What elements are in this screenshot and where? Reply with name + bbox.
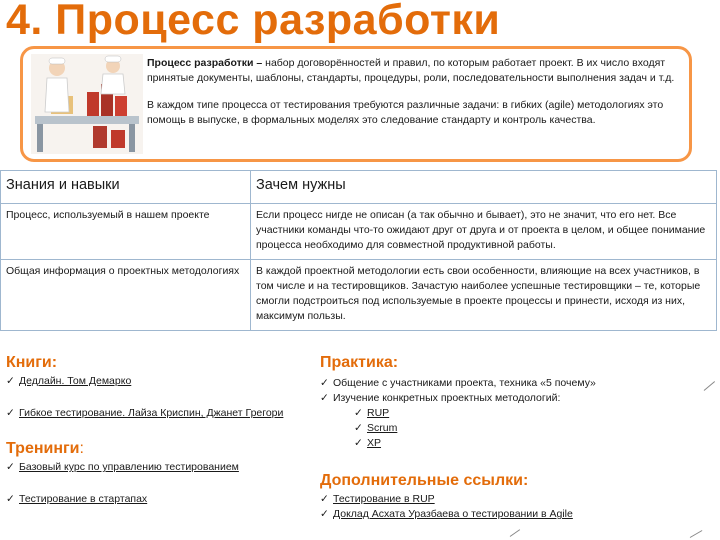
training-link[interactable]: Тестирование в стартапах bbox=[19, 493, 148, 505]
why-cell: Если процесс нигде не описан (а так обычно и бывает), это не значит, что его нет. Все участники команды что-то ожидают друг от друга и от проекта в целом, и общее понимание процесса необходимо для совместной продуктивной работы. bbox=[251, 204, 717, 260]
definition-paragraph: Процесс разработки – набор договорённостей и правил, по которым работает проект. В их число входят принятые документы, шаблоны, стандарты, процедуры, роли, последовательности выполнения задач и т.д. bbox=[147, 57, 675, 84]
practice-list bbox=[320, 376, 596, 451]
table-row bbox=[1, 260, 717, 331]
methodology-link[interactable]: RUP bbox=[367, 407, 390, 419]
skills-table bbox=[0, 170, 717, 331]
practice-heading: Практика: bbox=[320, 354, 399, 371]
extra-link-item[interactable] bbox=[320, 492, 573, 507]
check-icon: ✓ bbox=[6, 375, 15, 387]
methodology-item[interactable] bbox=[320, 421, 596, 436]
decorative-mark bbox=[704, 381, 715, 391]
definition-text bbox=[147, 56, 677, 140]
book-link[interactable]: Дедлайн. Том Демарко bbox=[19, 375, 132, 387]
methodology-link[interactable]: XP bbox=[367, 437, 382, 449]
practice-item: ✓ Изучение конкретных проектных методологий: bbox=[320, 392, 561, 404]
books-list bbox=[6, 374, 283, 421]
header-skills: Знания и навыки bbox=[1, 171, 251, 204]
check-icon: ✓ bbox=[320, 493, 329, 505]
check-icon: ✓ bbox=[320, 508, 329, 520]
why-cell: В каждой проектной методологии есть свои особенности, влияющие на всех участников, в том числе и на тестировщиков. Зачастую наиболее успешные тестировщики – те, которые смогли подстроиться под используемые в проекте процессы и принести, исходя из них, максимум пользы. bbox=[251, 260, 717, 331]
factory-workers-illustration bbox=[31, 54, 143, 154]
training-item[interactable] bbox=[6, 460, 239, 475]
extra-link[interactable]: Тестирование в RUP bbox=[333, 493, 435, 505]
books-heading: Книги: bbox=[6, 354, 58, 371]
page-title: 4. Процесс разработки bbox=[6, 0, 501, 44]
check-icon: ✓ bbox=[320, 377, 329, 389]
book-item[interactable] bbox=[6, 406, 283, 421]
decorative-mark bbox=[510, 529, 520, 537]
definition-box bbox=[20, 46, 692, 162]
practice-item: ✓ Общение с участниками проекта, техника «5 почему» bbox=[320, 377, 596, 389]
methodology-item[interactable] bbox=[320, 406, 596, 421]
skill-cell: Общая информация о проектных методологиях bbox=[1, 260, 251, 331]
check-icon: ✓ bbox=[6, 493, 15, 505]
training-item[interactable] bbox=[6, 492, 239, 507]
check-icon: ✓ bbox=[354, 437, 363, 449]
definition-term: Процесс разработки – bbox=[147, 57, 263, 69]
check-icon: ✓ bbox=[6, 461, 15, 473]
check-icon: ✓ bbox=[354, 422, 363, 434]
trainings-list bbox=[6, 460, 239, 507]
decorative-mark bbox=[690, 530, 703, 538]
training-link[interactable]: Базовый курс по управлению тестированием bbox=[19, 461, 239, 473]
table-row bbox=[1, 204, 717, 260]
links-list bbox=[320, 492, 573, 522]
extra-link[interactable]: Доклад Асхата Уразбаева о тестировании в Agile bbox=[333, 508, 573, 520]
methodology-link[interactable]: Scrum bbox=[367, 422, 398, 434]
links-heading: Дополнительные ссылки: bbox=[320, 472, 529, 489]
skill-cell: Процесс, используемый в нашем проекте bbox=[1, 204, 251, 260]
extra-link-item[interactable] bbox=[320, 507, 573, 522]
check-icon: ✓ bbox=[354, 407, 363, 419]
testing-tasks-paragraph: В каждом типе процесса от тестирования требуются различные задачи: в гибких (agile) методологиях это помощь в выпуске, в формальных моделях это следование стандарту и контроль качества. bbox=[147, 99, 664, 126]
check-icon: ✓ bbox=[6, 407, 15, 419]
methodology-item[interactable] bbox=[320, 436, 596, 451]
check-icon: ✓ bbox=[320, 392, 329, 404]
trainings-heading: Тренинги: bbox=[6, 440, 84, 457]
book-item[interactable] bbox=[6, 374, 283, 389]
book-link[interactable]: Гибкое тестирование. Лайза Криспин, Джанет Грегори bbox=[19, 407, 284, 419]
header-why: Зачем нужны bbox=[251, 171, 717, 204]
